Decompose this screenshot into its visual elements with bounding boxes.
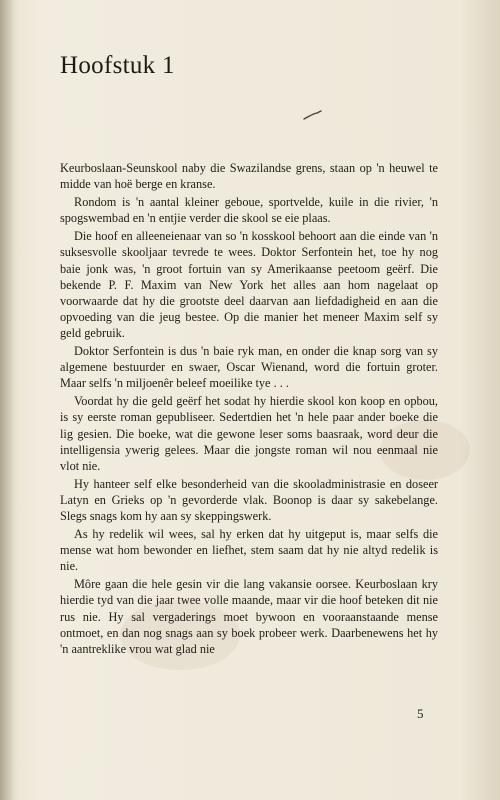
paragraph: As hy redelik wil wees, sal hy erken dat hy uitgeput is, maar selfs die mense wat hom bewonder en liefhet, stem saam dat hy nie altyd redelik is nie. bbox=[60, 527, 438, 574]
paragraph: Keurboslaan-Seunskool naby die Swazilandse grens, staan op 'n heuwel te midde van hoë berge en kranse. bbox=[60, 161, 438, 192]
ink-mark-icon bbox=[302, 108, 324, 122]
spine-shadow bbox=[0, 0, 14, 800]
paragraph: Hy hanteer self elke besonderheid van die skooladministrasie en doseer Latyn en Grieks op 'n gevorderde vlak. Boonop is daar sy sakebelange. Slegs snags kom hy aan sy skeppingswerk. bbox=[60, 476, 438, 523]
paragraph: Doktor Serfontein is dus 'n baie ryk man, en onder die knap sorg van sy algemene bestuurder en swaer, Oscar Wienand, word die fortuin groter. Maar selfs 'n miljoenêr beleef moeilike tye . . . bbox=[60, 344, 438, 391]
paragraph: Voordat hy die geld geërf het sodat hy hierdie skool kon koop en opbou, is sy eerste roman gepubliseer. Sedertdien het 'n hele paar ander boeke die lig gesien. Die boeke, wat die gewone leser soms baasraak, word deur die intelligensia ywerig gelees. Maar die jongste roman wil nou eenmaal nie vlot nie. bbox=[60, 394, 438, 473]
chapter-body bbox=[60, 160, 438, 659]
chapter-title: Hoofstuk 1 bbox=[60, 52, 175, 79]
paragraph: Rondom is 'n aantal kleiner geboue, sportvelde, kuile in die rivier, 'n spogswembad en 'n entjie verder die skool se eie plaas. bbox=[60, 195, 438, 226]
paragraph: Môre gaan die hele gesin vir die lang vakansie oorsee. Keurboslaan kry hierdie tyd van die jaar twee volle maande, maar vir die hoof beteken dit nie rus nie. Hy sal vergaderings moet bywoon en vooraanstaande mense ontmoet, en dan nog snags aan sy boek probeer werk. Daarbenewens het hy 'n aantreklike vrou wat glad nie bbox=[60, 577, 438, 656]
page-number: 5 bbox=[417, 706, 424, 721]
paragraph: Die hoof en alleeneienaar van so 'n kosskool behoort aan die einde van 'n suksesvolle skooljaar tevrede te wees. Doktor Serfontein het, toe hy nog baie jonk was, 'n groot fortuin van sy Amerikaanse peetoom geërf. Die bekende P. F. Maxim van New York het alles aan hom nagelaat op voorwaarde dat hy die grootste deel daarvan aan liefdadigheid en aan die opvoeding van die jeug bestee. Op die manier het meneer Maxim self sy geld gebruik. bbox=[60, 229, 438, 340]
